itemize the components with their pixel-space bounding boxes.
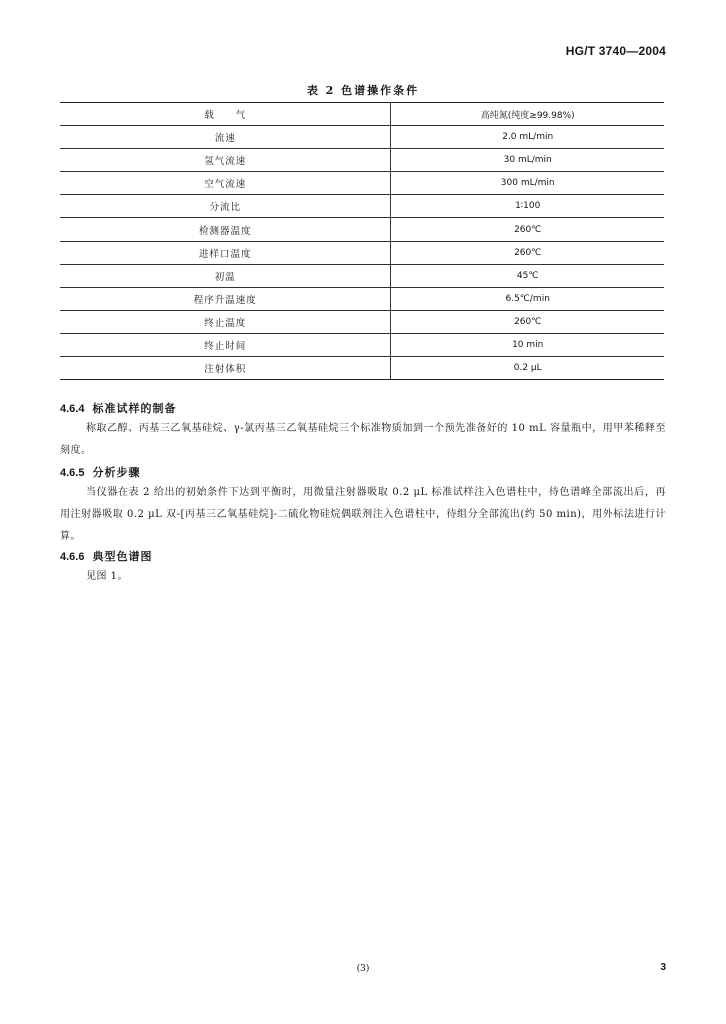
value-cell: 10 min — [391, 333, 664, 356]
section-heading-4-6-5 — [60, 464, 140, 480]
value-cell: 260℃ — [391, 241, 664, 264]
table-caption: 表 2 色谱操作条件 — [306, 84, 420, 97]
table-row — [60, 287, 664, 310]
table-row — [60, 149, 664, 172]
param-cell: 注射体积 — [60, 357, 391, 380]
table-row — [60, 218, 664, 241]
section-paragraph: 称取乙醇、丙基三乙氧基硅烷、γ-氯丙基三乙氧基硅烷三个标准物质加到一个预先准备好的 10 mL 容量瓶中，用甲苯稀释至刻度。 — [60, 423, 666, 456]
value-cell: 6.5℃/min — [391, 287, 664, 310]
section-paragraph: 见图 1。 — [86, 571, 129, 582]
table-row — [60, 103, 664, 126]
param-cell: 初温 — [60, 264, 391, 287]
table-row — [60, 310, 664, 333]
table-row — [60, 333, 664, 356]
section-title: 分析步骤 — [92, 466, 141, 479]
value-cell: 高纯氮(纯度≥99.98%) — [480, 110, 575, 121]
value-cell: 260℃ — [391, 218, 664, 241]
chromatography-conditions-table — [60, 102, 664, 380]
section-paragraph: 当仪器在表 2 给出的初始条件下达到平衡时，用微量注射器吸取 0.2 μL 标准试样注入色谱柱中，待色谱峰全部流出后，再用注射器吸取 0.2 μL 双-[丙基三乙氧基硅烷]-二硫化物硅烷偶联剂注入色谱柱中，待组分全部流出(约 50 min)，用外标法进行计算。 — [60, 487, 666, 542]
value-cell: 1∶100 — [391, 195, 664, 218]
param-cell: 流速 — [60, 126, 391, 149]
section-number: 4.6.5 — [60, 467, 85, 479]
table-row — [60, 126, 664, 149]
value-cell: 45℃ — [391, 264, 664, 287]
table-row — [60, 357, 664, 380]
table-row — [60, 172, 664, 195]
param-cell: 进样口温度 — [60, 241, 391, 264]
param-cell: 终止时间 — [60, 333, 391, 356]
table-row — [60, 264, 664, 287]
value-cell: 300 mL/min — [391, 172, 664, 195]
page-number: 3 — [660, 962, 666, 973]
standard-number: HG/T 3740—2004 — [565, 44, 666, 58]
param-cell: 终止温度 — [60, 310, 391, 333]
param-cell: 氢气流速 — [60, 149, 391, 172]
value-cell: 2.0 mL/min — [391, 126, 664, 149]
section-number: 4.6.4 — [60, 403, 85, 415]
section-number: 4.6.6 — [60, 551, 85, 563]
param-cell: 程序升温速度 — [60, 287, 391, 310]
section-title: 典型色谱图 — [92, 550, 153, 563]
value-cell: 0.2 μL — [391, 357, 664, 380]
value-cell: 30 mL/min — [391, 149, 664, 172]
section-heading-4-6-4 — [60, 400, 176, 416]
param-cell: 载 气 — [60, 103, 391, 126]
page-code: (3) — [356, 964, 370, 974]
section-heading-4-6-6 — [60, 548, 152, 564]
table-row — [60, 241, 664, 264]
param-cell: 检测器温度 — [60, 218, 391, 241]
section-title: 标准试样的制备 — [92, 402, 177, 415]
param-cell: 空气流速 — [60, 172, 391, 195]
param-cell: 分流比 — [60, 195, 391, 218]
value-cell: 260℃ — [391, 310, 664, 333]
table-row — [60, 195, 664, 218]
